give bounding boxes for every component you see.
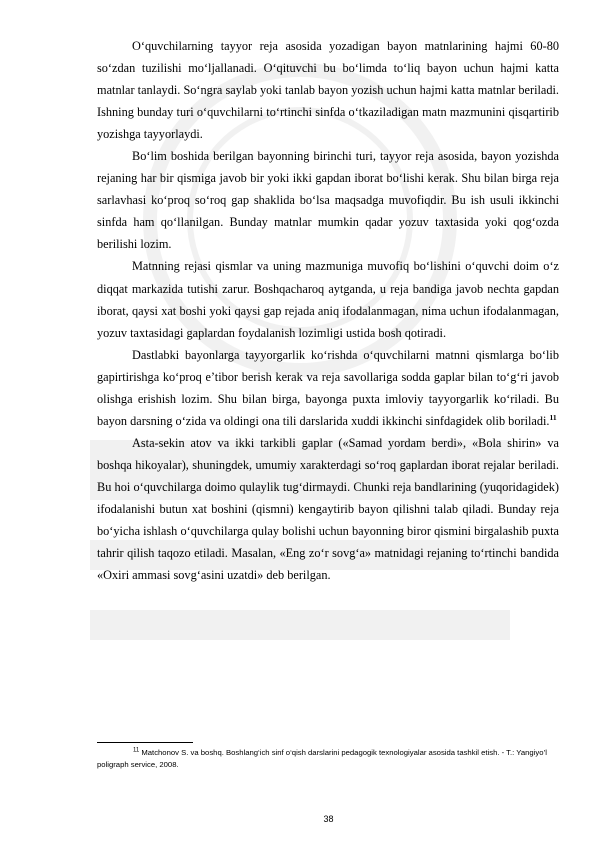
page-number: 38 xyxy=(323,814,334,824)
paragraph-4-text: Dastlabki bayonlarga tayyorgarlik ko‘rishda o‘quvchilarni matnni qismlarga bo‘lib gapirtirishga ko‘proq e’tibor berish kerak va reja savollariga sodda gaplar bilan to‘g‘ri javob olishga erishish lozim. Shu bilan birga, bayonga puxta imloviy tayyorgarlik ko‘riladi. Bu bayon darsning o‘zida va oldingi ona tili darslarida xuddi ikkinchi sinfdagidek olib boriladi. xyxy=(97,347,559,428)
footnote-text: Matchonov S. va boshq. Boshlang‘ich sinf o‘qish darslarini pedagogik texnologiyalar asosida tashkil etish. - T.: Yangiyo’l poligraph service, 2008. xyxy=(97,748,547,769)
footnote-number: 11 xyxy=(133,747,140,754)
paragraph-1: O‘quvchilarning tayyor reja asosida yozadigan bayon matnlarining hajmi 60-80 so‘zdan tuzilishi mo‘ljallanadi. O‘qituvchi bu bo‘limda to‘liq bayon uchun hajmi katta matnlar tanlaydi. So‘ngra saylab yoki tanlab bayon yozish uchun hajmi katta matnlar beriladi. Ishning bunday turi o‘quvchilarni to‘rtinchi sinfda o‘tkaziladigan matn mazmunini qisqartirib yozishga tayyorlaydi. xyxy=(97,39,559,142)
footnote xyxy=(97,747,567,771)
paragraph-3: Matnning rejasi qismlar va uning mazmuniga muvofiq bo‘lishini o‘quvchi doim o‘z diqqat markazida tutishi zarur. Boshqacharoq aytganda, u reja bandiga javob nechta gapdan iborat, qaysi xat boshi yoki qaysi gap rejada aniq ifodalanmagan, nima uchun ifodalanmagan, yozuv taxtasidagi gaplardan foydalanish lozimligi ustida bosh qotiradi. xyxy=(97,259,559,340)
body-text xyxy=(97,35,559,586)
footnote-separator xyxy=(97,742,193,743)
paragraph-5: Asta-sekin atov va ikki tarkibli gaplar («Samad yordam berdi», «Bola shirin» va boshqa hikoyalar), shuningdek, umumiy xarakterdagi so‘roq gaplardan iborat rejalar beriladi. Bu hoi o‘quvchilarga doimo qulaylik tug‘dirmaydi. Chunki reja bandlarining (yuqoridagidek) ifodalanishi butun xat boshini (qismni) kengaytirib bayon qilishni talab qiladi. Bunday reja bo‘yicha ishlash o‘quvchilarga qulay bolishi uchun bayonning biror qismini birgalashib puxta tahrir qilish taqozo etiladi. Masalan, «Eng zo‘r sovg‘a» matnidagi rejaning to‘rtinchi bandida «Oxiri ammasi sovg‘asini uzatdi» deb berilgan. xyxy=(97,435,559,583)
footnote-reference[interactable]: 11 xyxy=(549,412,557,422)
paragraph-4 xyxy=(97,344,559,432)
paragraph-2: Bo‘lim boshida berilgan bayonning birinchi turi, tayyor reja asosida, bayon yozishda rejaning har bir qismiga javob bir yoki ikki gapdan iborat bo‘lishi kerak. Shu bilan birga reja sarlavhasi ko‘proq so‘roq gap shaklida bo‘lsa maqsadga muvofiqdir. Bu ish usuli ikkinchi sinfda ham qo‘llanilgan. Bunday matnlar mumkin qadar yozuv taxtasida yoki qog‘ozda berilishi lozim. xyxy=(97,149,559,252)
